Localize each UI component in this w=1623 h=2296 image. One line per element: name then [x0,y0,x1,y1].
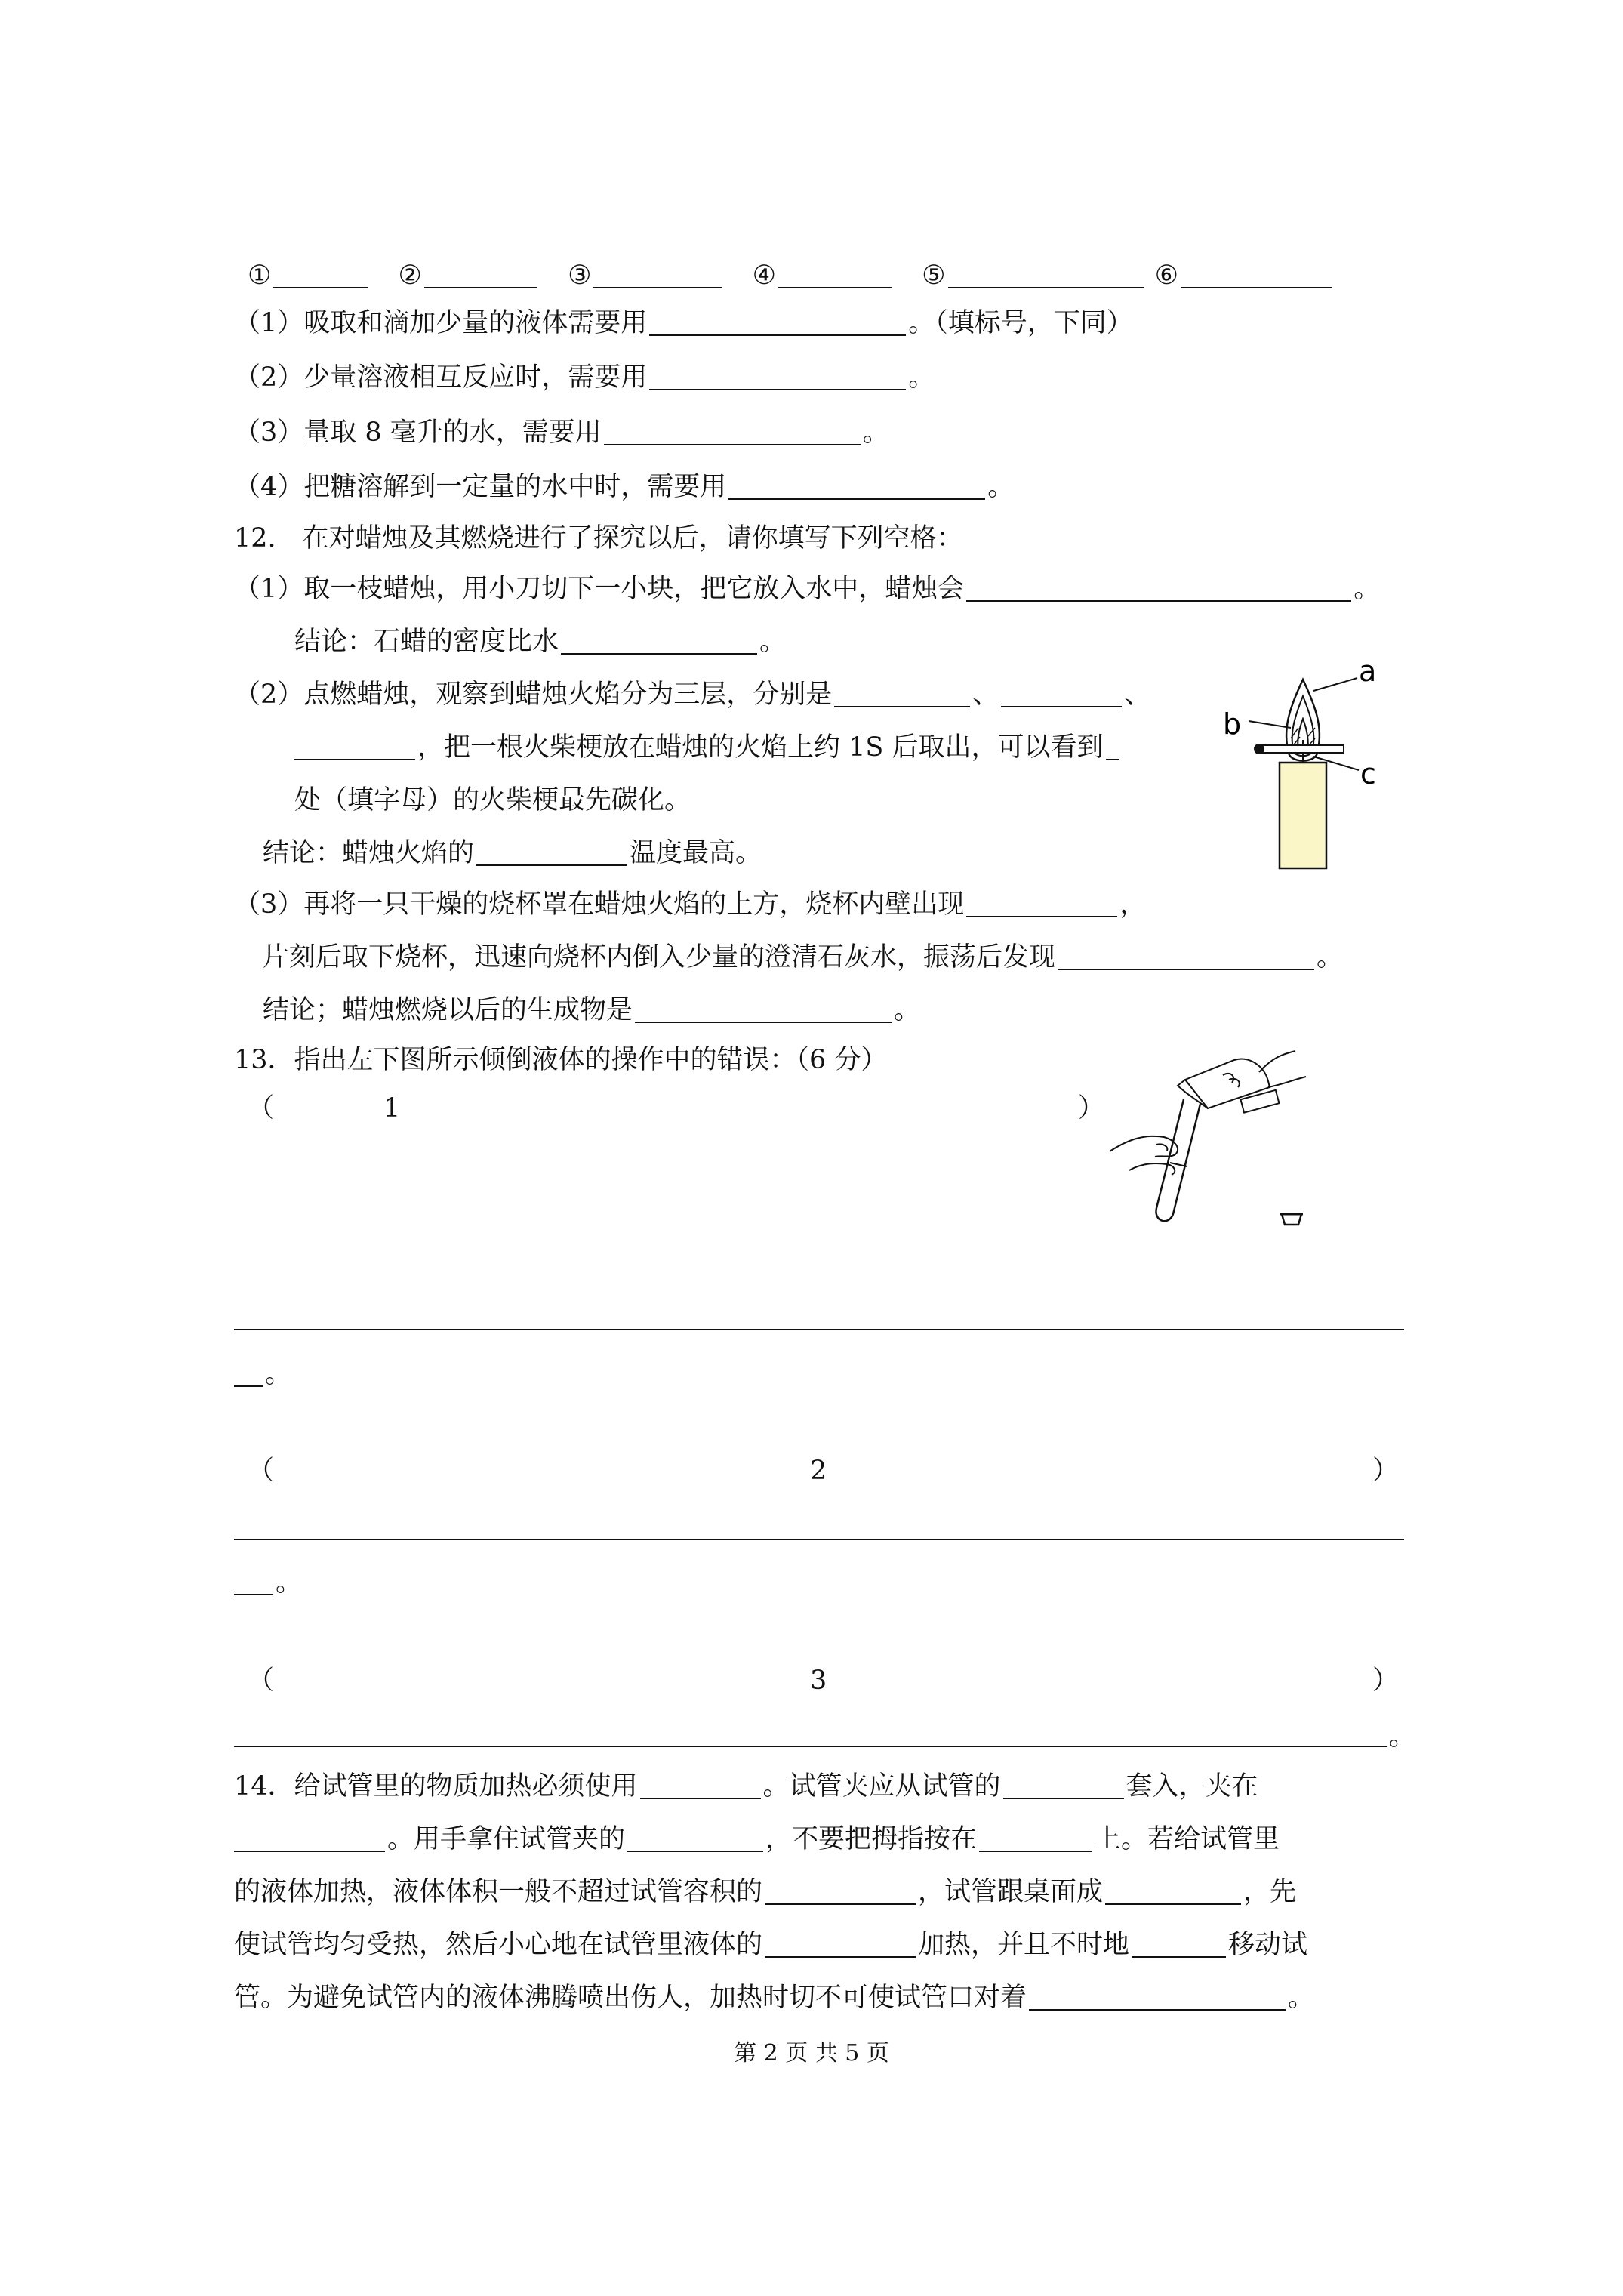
q14-l4b: 加热，并且不时地 [918,1930,1130,1960]
q11-p4-end: 。 [987,472,1015,502]
q13-end1: 。 [265,1359,292,1389]
answer-line[interactable] [234,1746,1387,1747]
blank-label-4: ④ [752,260,776,291]
q12-part-1 [234,566,1404,612]
q11-p1-text: （1）吸取和滴加少量的液体需要用 [234,308,648,338]
close-paren: ） [1372,1666,1400,1696]
answer-blank[interactable] [424,257,537,288]
q12-p3b-text: 片刻后取下烧杯，迅速向烧杯内倒入少量的澄清石灰水，振荡后发现 [263,942,1056,972]
open-paren: （ [248,1666,275,1696]
q11-part-1 [234,300,1404,346]
q13-end2: 。 [276,1567,303,1598]
q14-l5b: 。 [1288,1983,1315,2013]
item-number: 1 [383,1093,401,1123]
answer-blank[interactable] [649,304,906,336]
label-b: b [1223,707,1242,741]
q12-c3-end: 。 [894,995,921,1025]
answer-blank[interactable] [1029,1979,1286,2011]
apparatus-blanks-row [248,253,1404,298]
blank-label-2: ② [398,260,422,291]
q11-part-2 [234,355,1404,400]
close-paren: ） [1372,1456,1400,1486]
answer-blank[interactable] [778,257,892,288]
q14-l5a: 管。为避免试管内的液体沸腾喷出伤人，加热时切不可使试管口对着 [234,1983,1027,2013]
answer-line[interactable] [234,1539,1404,1540]
q12-p2a-sep1: 、 [972,680,999,710]
q14-l3b: ，试管跟桌面成 [918,1877,1104,1907]
q11-p2-text: （2）少量溶液相互反应时，需要用 [234,362,648,393]
q13-stem-text: 13．指出左下图所示倾倒液体的操作中的错误：（6 分） [234,1045,888,1075]
q14-line-1 [234,1764,1404,1809]
answer-blank[interactable] [966,570,1351,602]
q12-p1-text: （1）取一枝蜡烛，用小刀切下一小块，把它放入水中，蜡烛会 [234,574,965,604]
answer-blank[interactable] [234,1355,263,1387]
q13-end3: 。 [1389,1721,1416,1752]
blank-label-1: ① [248,260,272,291]
q12-part-2a [234,672,1200,717]
item-number: 2 [810,1456,827,1486]
close-paren: ） [1078,1093,1105,1123]
q11-p2-end: 。 [908,362,935,393]
q13-answer-1 [248,1086,1108,1131]
answer-blank[interactable] [294,729,415,760]
answer-blank[interactable] [476,834,627,866]
label-c: c [1360,757,1376,791]
answer-blank[interactable] [1181,257,1332,288]
q12-c1-text: 结论：石蜡的密度比水 [294,627,559,657]
answer-blank[interactable] [1105,1873,1241,1905]
q14-line-2 [234,1817,1404,1862]
answer-blank[interactable] [234,1564,273,1595]
q12-p3b-end: 。 [1317,942,1344,972]
answer-blank[interactable] [593,257,722,288]
answer-blank[interactable] [1003,1767,1124,1799]
answer-blank[interactable] [728,468,985,500]
blank-label-5: ⑤ [922,260,946,291]
q14-l3a: 的液体加热，液体体积一般不超过试管容积的 [234,1877,763,1907]
answer-line[interactable] [234,1329,1404,1330]
answer-blank[interactable] [979,1820,1092,1852]
q12-c3-text: 结论；蜡烛燃烧以后的生成物是 [263,995,633,1025]
q14-l2a: 。用手拿住试管夹的 [387,1824,626,1854]
q14-l1a: 14．给试管里的物质加热必须使用 [234,1771,638,1801]
open-paren: （ [248,1093,275,1123]
blank-label-6: ⑥ [1154,260,1179,291]
q14-l1b: 。试管夹应从试管的 [762,1771,1001,1801]
q13-line-3-end [1389,1714,1416,1759]
q14-line-4 [234,1922,1404,1968]
q13-line-2-end [234,1560,1404,1605]
blank-label-3: ③ [568,260,592,291]
q12-p2a-text: （2）点燃蜡烛，观察到蜡烛火焰分为三层，分别是 [234,680,833,710]
q14-l2c: 上。若给试管里 [1095,1824,1280,1854]
item-number: 3 [810,1666,827,1696]
answer-blank[interactable] [273,257,368,288]
q14-l2b: ，不要把拇指按在 [765,1824,978,1854]
q12-p1-end: 。 [1354,574,1381,604]
q12-c1-end: 。 [759,627,787,657]
q13-answer-2 [248,1448,1400,1493]
answer-blank[interactable] [765,1926,916,1958]
q12-stem-text: 12. 在对蜡烛及其燃烧进行了探究以后，请你填写下列空格： [234,523,963,553]
answer-blank[interactable] [635,991,892,1023]
answer-blank[interactable] [834,676,970,707]
q14-l4a: 使试管均匀受热，然后小心地在试管里液体的 [234,1930,763,1960]
q11-p3-end: 。 [862,418,889,448]
open-paren: （ [248,1456,275,1486]
q12-stem [234,516,1404,561]
answer-blank[interactable] [948,257,1144,288]
q14-l4c: 移动试 [1228,1930,1308,1960]
answer-blank[interactable] [627,1820,763,1852]
q12-p3a-end: ， [1119,889,1147,920]
q12-c2-text: 结论：蜡烛火焰的 [263,838,475,868]
pouring-liquid-diagram [1102,1049,1329,1246]
page-footer: 第 2 页 共 5 页 [734,2040,889,2066]
answer-blank[interactable] [1106,729,1119,760]
answer-blank[interactable] [604,414,861,445]
q14-line-5 [234,1975,1404,2020]
answer-blank[interactable] [561,623,757,655]
q12-c2-end: 温度最高。 [630,838,762,868]
answer-blank[interactable] [966,886,1117,917]
q12-p2b-text: ，把一根火柴梗放在蜡烛的火焰上约 1S 后取出，可以看到 [417,732,1104,763]
q12-conclusion-3 [263,988,1404,1033]
q12-part-3b [263,935,1404,980]
q12-p3a-text: （3）再将一只干燥的烧杯罩在蜡烛火焰的上方，烧杯内壁出现 [234,889,965,920]
answer-blank[interactable] [1001,676,1122,707]
answer-blank[interactable] [1132,1926,1226,1958]
q11-p1-end: 。（填标号，下同） [908,308,1133,338]
q12-p2a-sep2: 、 [1124,680,1151,710]
answer-blank[interactable] [1058,938,1314,970]
q11-p4-text: （4）把糖溶解到一定量的水中时，需要用 [234,472,727,502]
q14-l3c: ，先 [1243,1877,1297,1907]
q12-p2c-text: 处（填字母）的火柴梗最先碳化。 [294,785,691,815]
answer-blank[interactable] [234,1820,385,1852]
q13-line-1-end [234,1351,1404,1397]
candle-flame-diagram [1200,649,1389,876]
q13-answer-3 [248,1658,1400,1703]
q11-p3-text: （3）量取 8 毫升的水，需要用 [234,418,602,448]
q12-part-3a [234,882,1404,927]
answer-blank[interactable] [640,1767,761,1799]
q14-line-3 [234,1869,1404,1915]
q11-part-4 [234,464,1404,510]
q14-l1c: 套入，夹在 [1126,1771,1258,1801]
answer-blank[interactable] [765,1873,916,1905]
label-a: a [1359,655,1377,688]
q11-part-3 [234,410,1404,455]
answer-blank[interactable] [649,359,906,390]
